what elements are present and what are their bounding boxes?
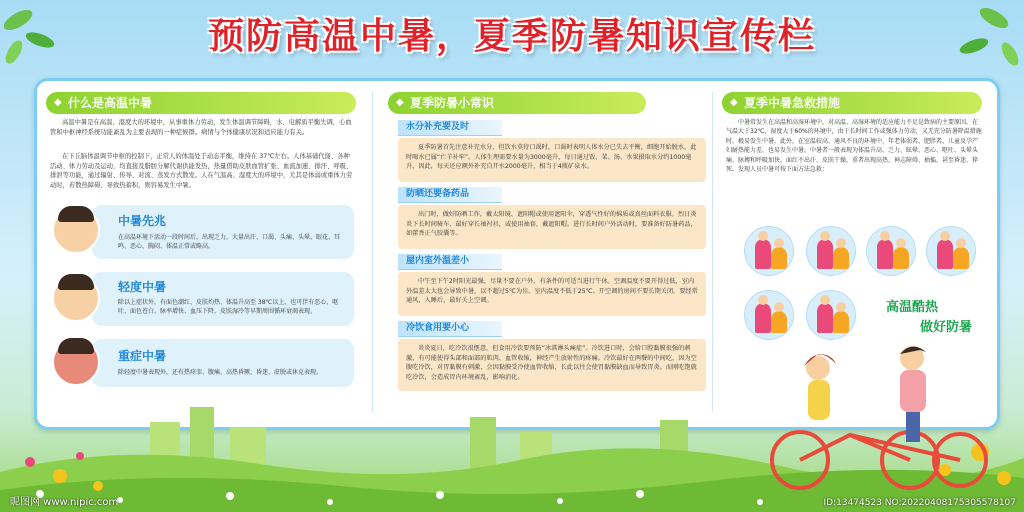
avatar [52, 274, 100, 322]
tip-title: 屋内室外温差小 [398, 254, 502, 270]
tip-title: 防晒还要备药品 [398, 187, 502, 203]
heatstroke-definition: 高温中暑是在高温、湿度大的环境中，从事重体力劳动，发生体温调节障碍，水、电解质平衡失调，心血管和中枢神经系统功能紊乱为主要表现的一种症候群。病情与个体健康状况和适应能力有关。 [50, 119, 352, 136]
symptom-text: 除以上症状外，有面色潮红、皮肤灼热、体温升高至 38℃以上，也可伴有恶心、呕吐、面色苍白、脉率增快、血压下降、皮肤湿冷等早期周围循环衰竭表现。 [118, 299, 339, 315]
section-header-tips: ◆ 夏季防暑小常识 [388, 92, 646, 114]
symptom-text: 除轻度中暑表现外，还有热痉挛、腹痛、高热昏厥、昏迷、虚脱或休克表现。 [118, 369, 323, 376]
avatar [52, 338, 100, 386]
slogan-line-1: 高温酷热 [886, 300, 939, 315]
slogan-line-2: 做好防暑 [920, 320, 973, 335]
symptom-text: 在高温环境下活动一段时间后，出现乏力、大量出汗、口渴、头痛、头晕、眼花、耳鸣、恶心、胸闷、体温正常或略高。 [118, 234, 341, 250]
watermark-left: 昵图网 www.nipic.com [10, 497, 119, 508]
first-aid-step-3 [866, 226, 916, 276]
first-aid-step-5 [744, 290, 794, 340]
tip-title: 水分补充要及时 [398, 120, 502, 136]
first-aid-step-4 [926, 226, 976, 276]
first-aid-step-1 [744, 226, 794, 276]
column-divider [372, 92, 373, 412]
symptom-title: 重症中暑 [118, 349, 167, 363]
first-aid-step-2 [806, 226, 856, 276]
page-title: 预防高温中暑，夏季防暑知识宣传栏 [207, 16, 816, 57]
first-aid-text: 中暑常发生在高温和高湿环境中，对高温、高湿环境的适应能力不足是致病的主要原因。在气温大于32℃、湿度大于60%的环境中，由于长时间工作或强体力劳动，又无充分防暑降温措施时，极易发生中暑。此外，在室温较高、通风不良的环境中，年老体弱者、肥胖者、儿童及孕产妇耐热能力差，也易发生中暑。中暑者一般表现为体温升高、乏力、眩晕、恶心、呕吐、头晕头痛、脉搏和呼吸加快，面红不出汗、皮肤干燥，重者出现高热、神志障碍、抽搐，甚至昏迷、猝死。发现人员中暑可按下面方法急救： [726, 119, 982, 174]
tip-text: 中午至下午2时阳光最强，尽量不要在户外，有条件的可适当进行午休。空调温度不要开得过低，室内外温差太大也会导致中暑，以不超过5℃为佳。室内温度不低于25℃。开空调的房间不要长期关闭，要经常通风，入睡后，最好关上空调。 [398, 272, 706, 316]
section-header-first-aid: ◆ 夏季中暑急救措施 [722, 92, 982, 114]
heatstroke-mechanism: 在下丘脑体温调节中枢的控制下，正常人的体温处于动态平衡，维持在 37℃左右。人体基础代谢、各种活动、体力劳动及运动，均直接及脂肪分解代谢供能发热，热量借助皮肤血管扩张、血流加速、排汗、呼吸、排泄等功能，通过辐射、传导、对流、蒸发方式散发。人在气温高、湿度大的环境中，尤其是体弱或重体力劳动时，若散热障碍、导致热蓄积，则容易发生中暑。 [50, 153, 353, 189]
tip-title: 冷饮食用要小心 [398, 321, 502, 337]
section-header-heatstroke: ◆ 什么是高温中暑 [46, 92, 356, 114]
tip-text: 夏季防暑首先注意补充水分，但饮水莫待口渴时，口渴时表明人体水分已失去平衡，细胞开始脱水，此时喝水已属“亡羊补牢”。人体生理需要水量为3000毫升，每日通过饭、菜、汤、水果摄取水分约1000毫升，因此，每天还应额外补充自开水2000毫升，相当于4瓶矿泉水。 [398, 138, 706, 182]
tip-text: 出门时，做好防晒工作，戴太阳镜、遮阳帽或使用遮阳伞，穿透气性好的棉质或真丝面料衣服。烈日炎炎下长时间骑车，最好穿长袖衬衫，或使用袖套，戴遮阳帽。进行长时间户外活动时，要准备好防暑药品，如藿香正气胶囊等。 [398, 205, 706, 249]
cyclists-illustration [760, 340, 1000, 500]
column-divider [712, 92, 713, 412]
watermark-right: ID:13474523 NO:20220408175305578107 [823, 498, 1016, 508]
tip-text: 炎炎夏日，吃冷饮很惬意，但食用冷饮要预防“冰淇淋头痛症”。冷饮进口时，会给口腔黏膜很强的刺激，有可能使得头部和面部的肌肉、血管收缩，神经产生放射性的疼痛。冷饮最好在两餐的中间吃，因为空腹吃冷饮，对胃黏膜有刺激，会因黏膜受冷使血管收缩，长此以往会使胃黏膜缺血而导致胃炎。而刚吃饱就吃冷饮，会造成胃内环境紊乱，影响消化。 [398, 339, 706, 391]
symptom-title: 轻度中暑 [118, 280, 167, 294]
first-aid-step-6 [806, 290, 856, 340]
avatar [52, 206, 100, 254]
symptom-title: 中暑先兆 [118, 214, 167, 228]
